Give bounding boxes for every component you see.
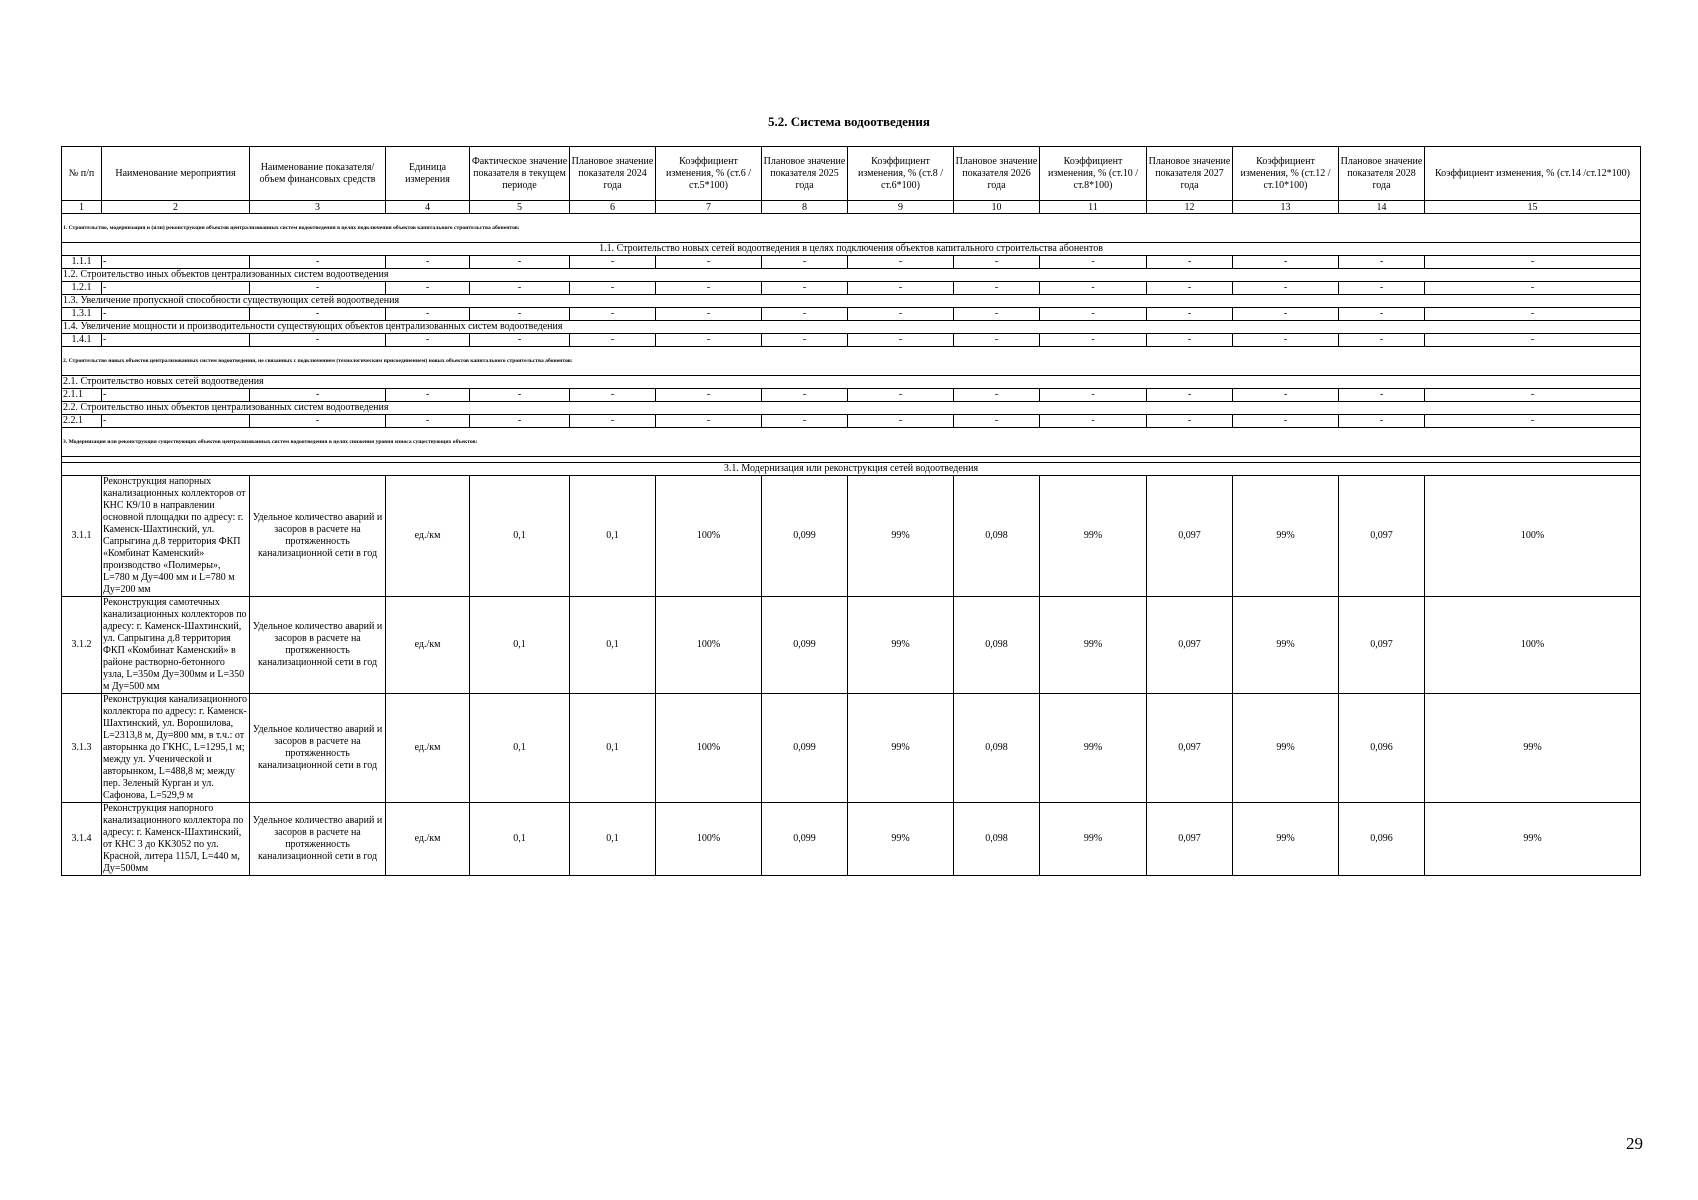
table-row-1-2-1 — [62, 282, 1641, 295]
table-cell: - — [1339, 415, 1425, 428]
table-row-2-1-1 — [62, 389, 1641, 402]
table-cell: - — [1040, 389, 1147, 402]
table-cell: - — [102, 415, 250, 428]
page-title: 5.2. Система водоотведения — [768, 114, 930, 129]
column-number: 11 — [1040, 201, 1147, 214]
value-cell: 0,099 — [762, 694, 848, 803]
table-cell: - — [570, 256, 656, 269]
value-cell: 100% — [656, 597, 762, 694]
unit-cell: ед./км — [386, 694, 470, 803]
table-row-3-1-1 — [62, 476, 1641, 597]
table-cell: - — [1339, 334, 1425, 347]
table-cell: - — [470, 256, 570, 269]
value-cell: 99% — [1040, 694, 1147, 803]
section-1-title: 1. Строительство, модернизация и (или) реконструкция объектов централизованных систем водоотведения в целях подключения объектов капитального строительства абонентов: — [62, 214, 1641, 243]
table-cell: - — [386, 389, 470, 402]
column-number: 7 — [656, 201, 762, 214]
table-cell: - — [954, 256, 1040, 269]
table-cell: - — [1040, 282, 1147, 295]
table-cell: - — [762, 308, 848, 321]
table-cell: - — [954, 334, 1040, 347]
subsection-2-1-title: 2.1. Строительство новых сетей водоотведения — [62, 376, 1641, 389]
wastewater-measures-table — [61, 146, 1641, 876]
measure-name: Реконструкция напорного канализационного коллектора по адресу: г. Каменск-Шахтинский, от КНС 3 до КК3052 по ул. Красной, литера 115Л, L=440 м, Ду=500мм — [102, 803, 250, 876]
table-cell: - — [762, 389, 848, 402]
column-number: 12 — [1147, 201, 1233, 214]
column-number: 3 — [250, 201, 386, 214]
header-cell: Плановое значение показателя 2025 года — [762, 147, 848, 201]
value-cell: 0,097 — [1147, 803, 1233, 876]
header-cell: Коэффициент изменения, % (ст.8 /ст.6*100) — [848, 147, 954, 201]
table-row-1-3-1 — [62, 308, 1641, 321]
header-cell: Наименование показателя/ объем финансовых средств — [250, 147, 386, 201]
header-cell: Плановое значение показателя 2026 года — [954, 147, 1040, 201]
measure-name: Реконструкция самотечных канализационных коллекторов по адресу: г. Каменск-Шахтинский, ул. Сапрыгина д.8 территория ФКП «Комбинат Каменский» в районе растворно-бетонного узла, L=350м Ду=300мм и L=350 м Ду=500 мм — [102, 597, 250, 694]
section-3-row — [62, 428, 1641, 457]
indicator-name: Удельное количество аварий и засоров в расчете на протяженность канализационной сети в год — [250, 476, 386, 597]
row-number: 2.2.1 — [62, 415, 102, 428]
column-number: 4 — [386, 201, 470, 214]
table-cell: - — [656, 415, 762, 428]
table-cell: - — [1147, 308, 1233, 321]
subsection-1-3-title: 1.3. Увеличение пропускной способности существующих сетей водоотведения — [62, 295, 1641, 308]
row-number: 1.1.1 — [62, 256, 102, 269]
table-cell: - — [1339, 308, 1425, 321]
value-cell: 0,097 — [1147, 694, 1233, 803]
row-number: 3.1.3 — [62, 694, 102, 803]
table-cell: - — [102, 308, 250, 321]
table-cell: - — [1147, 389, 1233, 402]
subsection-1-2-title: 1.2. Строительство иных объектов централизованных систем водоотведения — [62, 269, 1641, 282]
table-cell: - — [102, 389, 250, 402]
subsection-1-1-row — [62, 243, 1641, 256]
indicator-name: Удельное количество аварий и засоров в расчете на протяженность канализационной сети в год — [250, 597, 386, 694]
row-number: 1.3.1 — [62, 308, 102, 321]
row-number: 3.1.1 — [62, 476, 102, 597]
table-cell: - — [570, 308, 656, 321]
table-row-1-1-1 — [62, 256, 1641, 269]
table-cell: - — [762, 282, 848, 295]
value-cell: 0,1 — [470, 803, 570, 876]
value-cell: 0,096 — [1339, 694, 1425, 803]
value-cell: 0,099 — [762, 597, 848, 694]
value-cell: 0,099 — [762, 803, 848, 876]
table-cell: - — [570, 334, 656, 347]
value-cell: 0,097 — [1147, 597, 1233, 694]
table-cell: - — [470, 389, 570, 402]
table-cell: - — [1147, 282, 1233, 295]
value-cell: 99% — [848, 694, 954, 803]
header-cell: Коэффициент изменения, % (ст.10 /ст.8*100) — [1040, 147, 1147, 201]
table-cell: - — [570, 415, 656, 428]
header-cell: Фактическое значение показателя в текущем периоде — [470, 147, 570, 201]
table-cell: - — [1040, 308, 1147, 321]
table-cell: - — [1233, 415, 1339, 428]
value-cell: 0,1 — [470, 694, 570, 803]
table-cell: - — [470, 334, 570, 347]
subsection-1-4-title: 1.4. Увеличение мощности и производительности существующих объектов централизованных систем водоотведения — [62, 321, 1641, 334]
table-cell: - — [250, 308, 386, 321]
value-cell: 100% — [656, 476, 762, 597]
table-cell: - — [1233, 256, 1339, 269]
table-cell: - — [570, 389, 656, 402]
column-number: 9 — [848, 201, 954, 214]
table-cell: - — [656, 282, 762, 295]
subsection-1-3-row — [62, 295, 1641, 308]
value-cell: 99% — [1040, 803, 1147, 876]
table-cell: - — [1425, 389, 1641, 402]
section-2-title: 2. Строительство новых объектов централизованных систем водоотведения, не связанных с подключением (технологическим присоединением) новых объектов капитального строительства абонентов: — [62, 347, 1641, 376]
column-number: 8 — [762, 201, 848, 214]
table-cell: - — [656, 308, 762, 321]
column-number: 13 — [1233, 201, 1339, 214]
table-cell: - — [250, 334, 386, 347]
table-cell: - — [102, 282, 250, 295]
header-cell: Коэффициент изменения, % (ст.14 /ст.12*100) — [1425, 147, 1641, 201]
value-cell: 0,1 — [570, 694, 656, 803]
table-cell: - — [954, 282, 1040, 295]
table-cell: - — [250, 282, 386, 295]
value-cell: 0,1 — [570, 803, 656, 876]
table-cell: - — [1425, 415, 1641, 428]
header-cell: Единица измерения — [386, 147, 470, 201]
investment-program-table-wrap — [61, 146, 1640, 876]
table-cell: - — [1147, 334, 1233, 347]
subsection-1-2-row — [62, 269, 1641, 282]
table-cell: - — [386, 308, 470, 321]
table-cell: - — [848, 308, 954, 321]
header-row — [62, 147, 1641, 201]
value-cell: 99% — [1233, 597, 1339, 694]
table-row-3-1-3 — [62, 694, 1641, 803]
table-cell: - — [1147, 256, 1233, 269]
header-cell: Коэффициент изменения, % (ст.12 /ст.10*100) — [1233, 147, 1339, 201]
value-cell: 99% — [848, 803, 954, 876]
value-cell: 99% — [1233, 476, 1339, 597]
table-cell: - — [1040, 256, 1147, 269]
header-cell: Плановое значение показателя 2028 года — [1339, 147, 1425, 201]
value-cell: 99% — [848, 597, 954, 694]
measure-name: Реконструкция напорных канализационных коллекторов от КНС К9/10 в направлении основной площадки по адресу: г. Каменск-Шахтинский, ул. Сапрыгина д.8 территория ФКП «Комбинат Каменский» производство «Полимеры», L=780 м Ду=400 мм и L=780 м Ду=200 мм — [102, 476, 250, 597]
table-cell: - — [470, 282, 570, 295]
table-cell: - — [250, 256, 386, 269]
header-cell: Коэффициент изменения, % (ст.6 /ст.5*100) — [656, 147, 762, 201]
subsection-2-2-row — [62, 402, 1641, 415]
value-cell: 99% — [1233, 803, 1339, 876]
column-number: 6 — [570, 201, 656, 214]
value-cell: 99% — [848, 476, 954, 597]
subsection-2-1-row — [62, 376, 1641, 389]
row-number: 2.1.1 — [62, 389, 102, 402]
section-1-row — [62, 214, 1641, 243]
table-cell: - — [386, 256, 470, 269]
subsection-3-1-row — [62, 463, 1641, 476]
table-cell: - — [1233, 282, 1339, 295]
table-cell: - — [1233, 389, 1339, 402]
table-cell: - — [1040, 415, 1147, 428]
table-cell: - — [762, 415, 848, 428]
table-cell: - — [1339, 282, 1425, 295]
table-row-3-1-4 — [62, 803, 1641, 876]
subsection-1-1-title: 1.1. Строительство новых сетей водоотведения в целях подключения объектов капитального строительства абонентов — [62, 243, 1641, 256]
value-cell: 0,1 — [570, 476, 656, 597]
table-cell: - — [762, 334, 848, 347]
subsection-3-1-title: 3.1. Модернизация или реконструкция сетей водоотведения — [62, 463, 1641, 476]
table-row-1-4-1 — [62, 334, 1641, 347]
header-cell: Наименование мероприятия — [102, 147, 250, 201]
table-cell: - — [954, 415, 1040, 428]
table-cell: - — [848, 389, 954, 402]
table-cell: - — [848, 415, 954, 428]
column-number: 15 — [1425, 201, 1641, 214]
header-cell: Плановое значение показателя 2024 года — [570, 147, 656, 201]
table-cell: - — [102, 334, 250, 347]
table-cell: - — [570, 282, 656, 295]
table-cell: - — [848, 334, 954, 347]
unit-cell: ед./км — [386, 803, 470, 876]
value-cell: 0,098 — [954, 694, 1040, 803]
table-cell: - — [102, 256, 250, 269]
table-cell: - — [1339, 389, 1425, 402]
unit-cell: ед./км — [386, 597, 470, 694]
value-cell: 0,096 — [1339, 803, 1425, 876]
row-number: 1.2.1 — [62, 282, 102, 295]
table-cell: - — [1425, 282, 1641, 295]
value-cell: 99% — [1233, 694, 1339, 803]
section-2-row — [62, 347, 1641, 376]
value-cell: 0,1 — [570, 597, 656, 694]
value-cell: 100% — [1425, 597, 1641, 694]
unit-cell: ед./км — [386, 476, 470, 597]
column-number: 14 — [1339, 201, 1425, 214]
value-cell: 0,099 — [762, 476, 848, 597]
table-cell: - — [386, 415, 470, 428]
table-cell: - — [656, 256, 762, 269]
table-cell: - — [762, 256, 848, 269]
value-cell: 0,098 — [954, 803, 1040, 876]
column-number-row — [62, 201, 1641, 214]
subsection-2-2-title: 2.2. Строительство иных объектов централизованных систем водоотведения — [62, 402, 1641, 415]
value-cell: 0,097 — [1339, 597, 1425, 694]
row-number: 3.1.4 — [62, 803, 102, 876]
header-cell: Плановое значение показателя 2027 года — [1147, 147, 1233, 201]
table-cell: - — [1425, 256, 1641, 269]
table-cell: - — [1425, 308, 1641, 321]
measure-name: Реконструкция канализационного коллектора по адресу: г. Каменск-Шахтинский, ул. Ворошилова, L=2313,8 м, Ду=800 мм, в т.ч.: от авторынка до ГКНС, L=1295,1 м; между ул. Ученической и авторынком, L=488,8 м; между пер. Зеленый Курган и ул. Сафонова, L=529,9 м — [102, 694, 250, 803]
table-cell: - — [1147, 415, 1233, 428]
table-cell: - — [954, 389, 1040, 402]
table-cell: - — [1233, 334, 1339, 347]
column-number: 5 — [470, 201, 570, 214]
value-cell: 0,097 — [1339, 476, 1425, 597]
column-number: 2 — [102, 201, 250, 214]
value-cell: 100% — [656, 694, 762, 803]
value-cell: 0,097 — [1147, 476, 1233, 597]
table-cell: - — [386, 282, 470, 295]
page-number: 29 — [1626, 1134, 1643, 1153]
table-cell: - — [656, 389, 762, 402]
table-cell: - — [1425, 334, 1641, 347]
value-cell: 0,098 — [954, 597, 1040, 694]
table-cell: - — [470, 415, 570, 428]
table-cell: - — [1040, 334, 1147, 347]
section-3-title: 3. Модернизация или реконструкция существующих объектов централизованных систем водоотведения в целях снижения уровня износа существующих объектов: — [62, 428, 1641, 457]
table-cell: - — [848, 256, 954, 269]
header-cell: № п/п — [62, 147, 102, 201]
subsection-1-4-row — [62, 321, 1641, 334]
value-cell: 0,1 — [470, 597, 570, 694]
value-cell: 99% — [1425, 694, 1641, 803]
table-row-2-2-1 — [62, 415, 1641, 428]
table-cell: - — [250, 389, 386, 402]
table-cell: - — [1233, 308, 1339, 321]
table-row-3-1-2 — [62, 597, 1641, 694]
row-number: 1.4.1 — [62, 334, 102, 347]
table-cell: - — [656, 334, 762, 347]
value-cell: 100% — [656, 803, 762, 876]
value-cell: 99% — [1040, 597, 1147, 694]
value-cell: 99% — [1425, 803, 1641, 876]
value-cell: 99% — [1040, 476, 1147, 597]
table-cell: - — [386, 334, 470, 347]
value-cell: 0,098 — [954, 476, 1040, 597]
value-cell: 0,1 — [470, 476, 570, 597]
value-cell: 100% — [1425, 476, 1641, 597]
indicator-name: Удельное количество аварий и засоров в расчете на протяженность канализационной сети в год — [250, 694, 386, 803]
table-cell: - — [250, 415, 386, 428]
indicator-name: Удельное количество аварий и засоров в расчете на протяженность канализационной сети в год — [250, 803, 386, 876]
table-cell: - — [1339, 256, 1425, 269]
table-cell: - — [954, 308, 1040, 321]
table-cell: - — [848, 282, 954, 295]
column-number: 10 — [954, 201, 1040, 214]
column-number: 1 — [62, 201, 102, 214]
row-number: 3.1.2 — [62, 597, 102, 694]
table-cell: - — [470, 308, 570, 321]
